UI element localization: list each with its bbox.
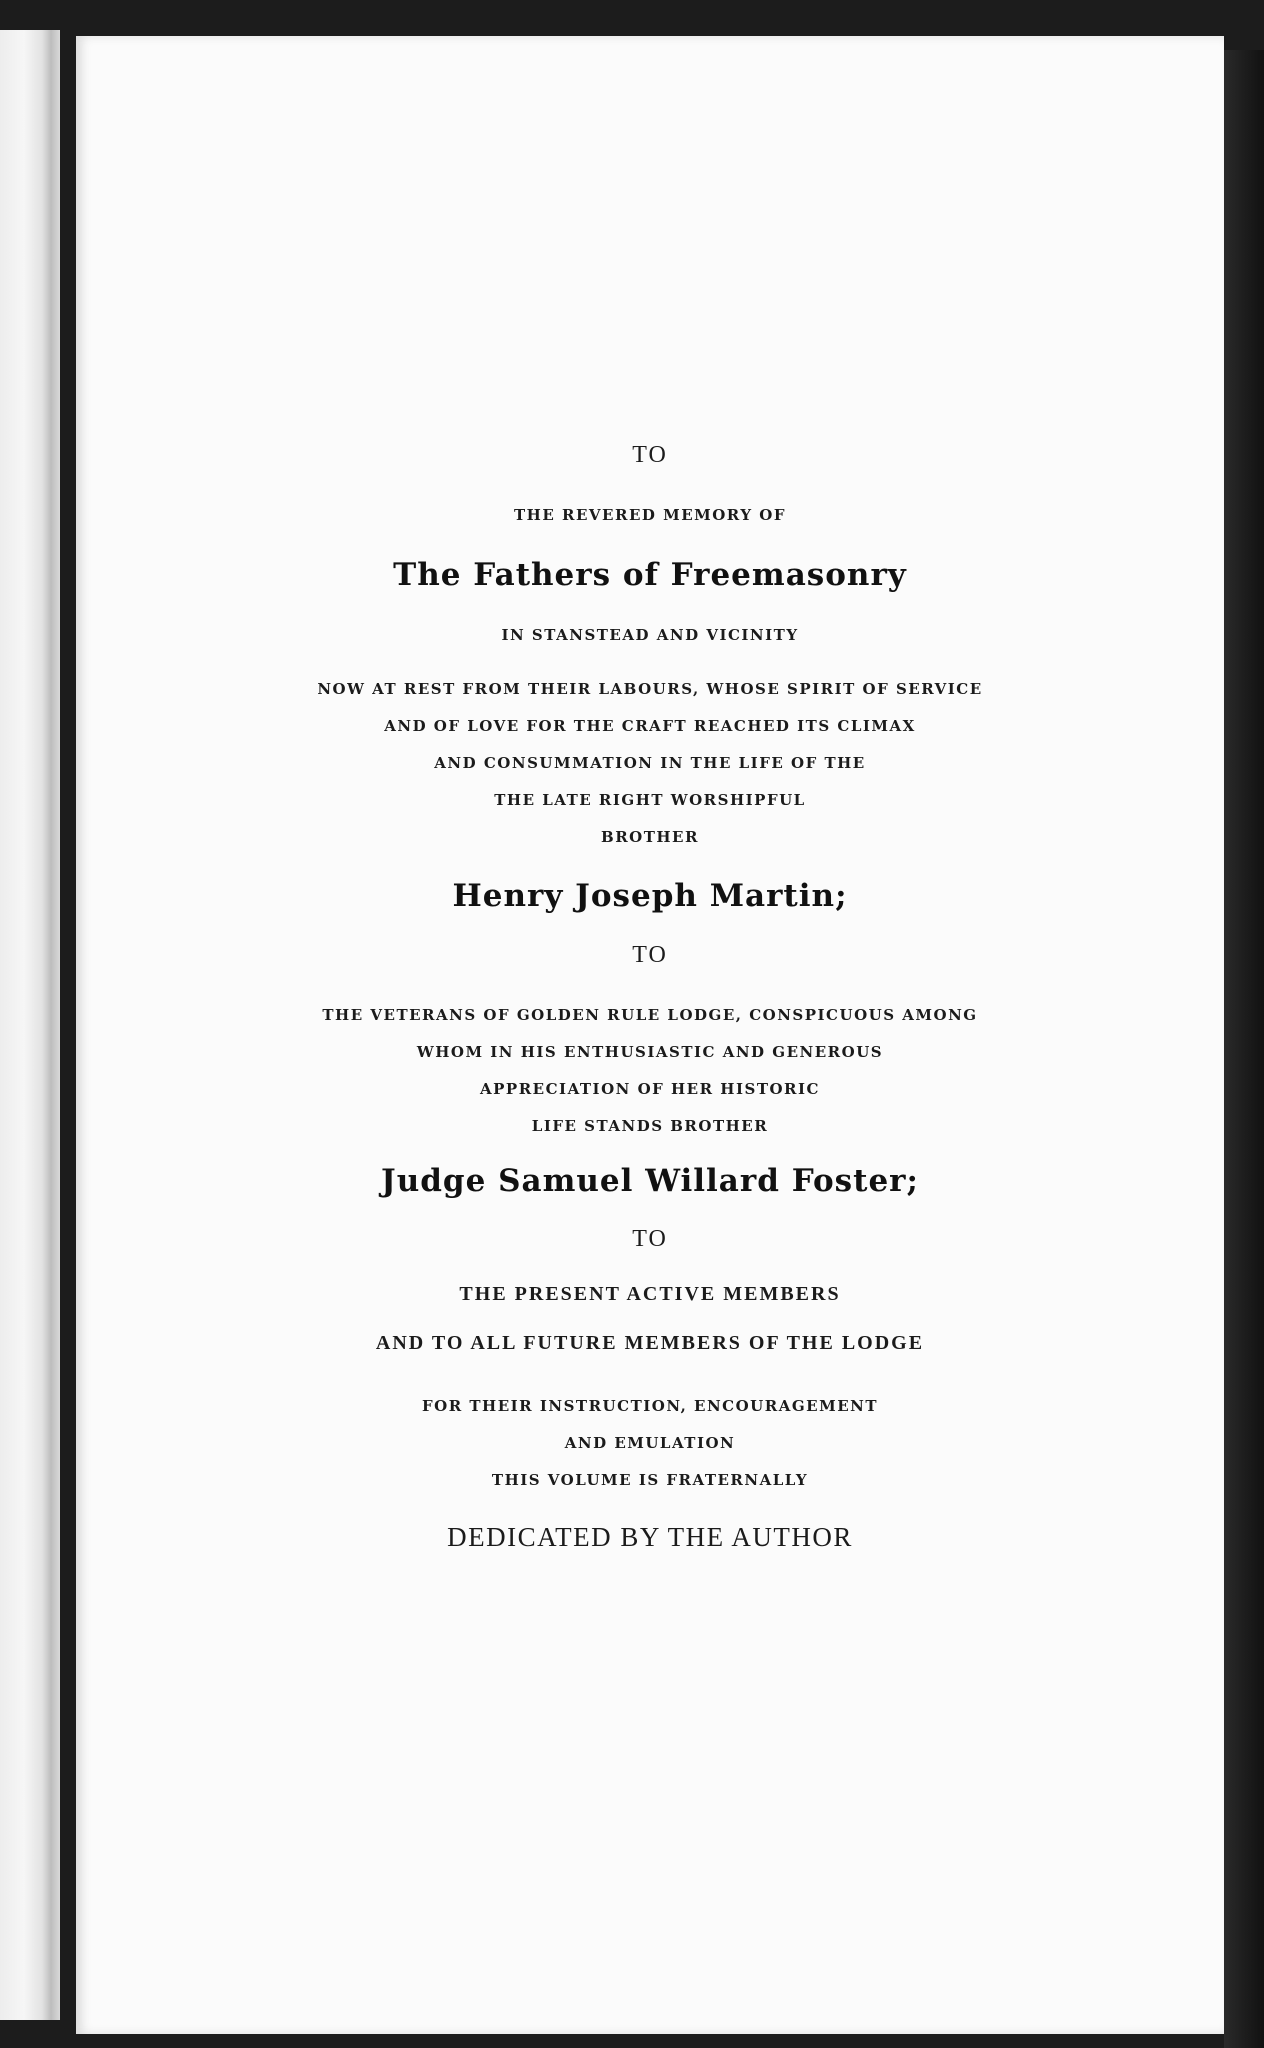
paragraph-2-line: WHOM IN HIS ENTHUSIASTIC AND GENEROUS (416, 1043, 884, 1061)
paragraph-1-line: THE LATE RIGHT WORSHIPFUL (494, 791, 806, 809)
paragraph-2-line: APPRECIATION OF HER HISTORIC (480, 1080, 820, 1098)
paragraph-3-line: AND EMULATION (564, 1434, 736, 1452)
dedication-to: TO (632, 942, 668, 968)
future-members-line: AND TO ALL FUTURE MEMBERS OF THE LODGE (375, 1332, 925, 1354)
dedication-to: TO (632, 442, 668, 468)
dedication-to: TO (632, 1226, 668, 1252)
dedication-page (76, 36, 1224, 2034)
paragraph-1-line: NOW AT REST FROM THEIR LABOURS, WHOSE SPIRIT OF SERVICE (317, 680, 983, 698)
fathers-title: The Fathers of Freemasonry (393, 557, 907, 593)
facing-page-edge (0, 30, 60, 2020)
paragraph-2-line: LIFE STANDS BROTHER (531, 1117, 769, 1135)
paragraph-1-line: AND OF LOVE FOR THE CRAFT REACHED ITS CLIMAX (384, 717, 916, 735)
paragraph-1-line: AND CONSUMMATION IN THE LIFE OF THE (434, 754, 866, 772)
paragraph-1-line: BROTHER (601, 828, 699, 846)
name-judge-samuel-willard-foster: Judge Samuel Willard Foster; (381, 1163, 919, 1199)
book-cover-edge (1224, 50, 1264, 2048)
dedication-signoff: DEDICATED BY THE AUTHOR (447, 1522, 853, 1552)
paragraph-2-line: THE VETERANS OF GOLDEN RULE LODGE, CONSPICUOUS AMONG (322, 1006, 978, 1024)
paragraph-3-line: FOR THEIR INSTRUCTION, ENCOURAGEMENT (421, 1397, 878, 1415)
dedication-memory-line: THE REVERED MEMORY OF (514, 506, 786, 524)
present-members-line: THE PRESENT ACTIVE MEMBERS (459, 1283, 841, 1305)
dedication-text (76, 36, 1224, 2034)
location-line: IN STANSTEAD AND VICINITY (501, 626, 799, 644)
paragraph-3-line: THIS VOLUME IS FRATERNALLY (491, 1471, 809, 1489)
name-henry-joseph-martin: Henry Joseph Martin; (452, 878, 848, 914)
